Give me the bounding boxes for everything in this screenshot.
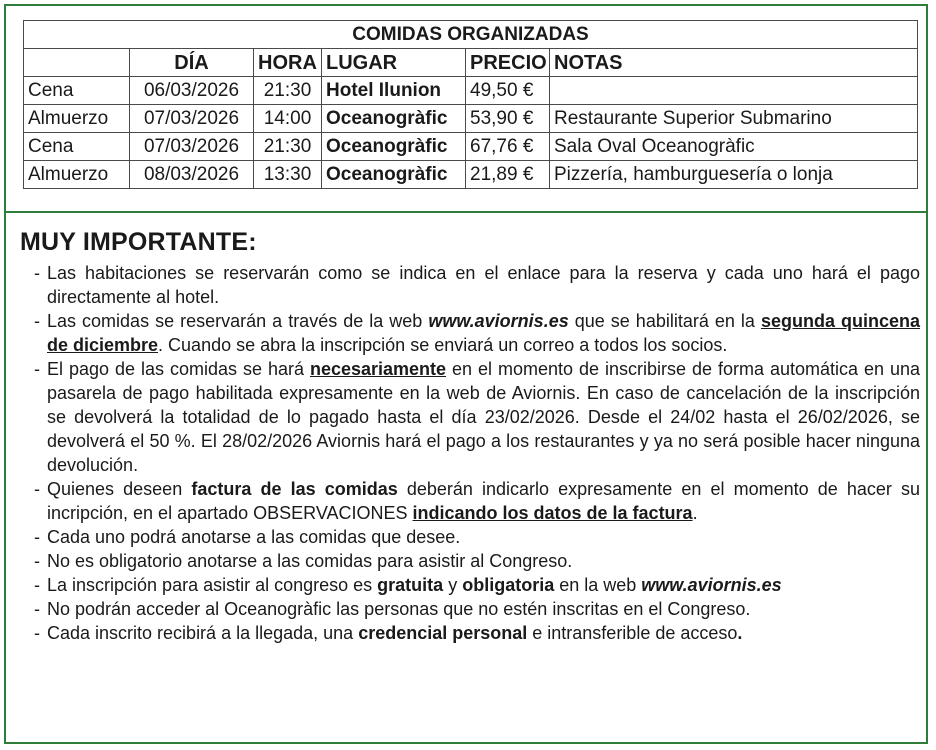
time-cell: 21:30 — [254, 133, 322, 161]
note-text: Quienes deseen — [47, 479, 192, 499]
note-dash: - — [34, 527, 40, 547]
table-row — [24, 133, 918, 161]
note-text: deberán indicarlo expresamente en el momento de hacer su incripción, en el apartado OBSERVACIONES — [47, 479, 920, 523]
header-empty — [24, 49, 130, 77]
note-text: Cada inscrito recibirá a la llegada, una — [47, 623, 359, 643]
price-cell: 53,90 € — [466, 105, 550, 133]
table-title-row — [24, 21, 918, 49]
note-text: Las habitaciones se reservarán como se indica en el enlace para la reserva y cada uno hará el pago directamente al hotel. — [47, 263, 920, 307]
meals-table — [23, 20, 918, 189]
table-header-row — [24, 49, 918, 77]
notes-cell: Sala Oval Oceanogràfic — [550, 133, 918, 161]
meal-cell: Almuerzo — [24, 105, 130, 133]
price-cell: 67,76 € — [466, 133, 550, 161]
header-price: PRECIO — [466, 49, 550, 77]
emphasis-bold: credencial personal — [358, 623, 528, 643]
emphasis-underline: necesariamente — [309, 359, 447, 379]
important-heading: MUY IMPORTANTE: — [20, 228, 257, 256]
notes-cell — [550, 77, 918, 105]
document-frame — [4, 4, 928, 744]
note-dash: - — [34, 551, 40, 571]
note-dash: - — [34, 263, 40, 283]
section-divider — [6, 211, 926, 213]
time-cell: 14:00 — [254, 105, 322, 133]
price-cell: 49,50 € — [466, 77, 550, 105]
note-dash: - — [34, 311, 40, 331]
note-text: . Cuando se abra la inscripción se enviará un correo a todos los socios. — [158, 335, 728, 355]
note-text: en la web — [554, 575, 642, 595]
meal-cell: Cena — [24, 133, 130, 161]
important-notes — [20, 228, 920, 645]
note-text: No es obligatorio anotarse a las comidas para asistir al Congreso. — [47, 551, 573, 571]
note-item — [20, 357, 920, 477]
note-text: La inscripción para asistir al congreso es — [47, 575, 378, 595]
day-cell: 07/03/2026 — [130, 133, 254, 161]
note-text: . — [692, 503, 698, 523]
header-time: HORA — [254, 49, 322, 77]
price-cell: 21,89 € — [466, 161, 550, 189]
note-dash: - — [34, 359, 40, 379]
note-text: No podrán acceder al Oceanogràfic las personas que no estén inscritas en el Congreso. — [47, 599, 751, 619]
table-title: COMIDAS ORGANIZADAS — [24, 21, 918, 49]
note-dash: - — [34, 575, 40, 595]
note-text: Cada uno podrá anotarse a las comidas que desee. — [47, 527, 461, 547]
note-dash: - — [34, 479, 40, 499]
note-text: que se habilitará en la — [568, 311, 761, 331]
place-cell: Hotel Ilunion — [322, 77, 466, 105]
website-text: www.aviornis.es — [641, 575, 782, 595]
note-dash: - — [34, 599, 40, 619]
note-item — [20, 621, 920, 645]
note-item — [20, 309, 920, 357]
note-item — [20, 573, 920, 597]
table-row — [24, 77, 918, 105]
note-text: El pago de las comidas se hará — [47, 359, 310, 379]
emphasis-bold: factura de las comidas — [191, 479, 398, 499]
emphasis-bold: obligatoria — [462, 575, 555, 595]
notes-cell: Restaurante Superior Submarino — [550, 105, 918, 133]
header-notes: NOTAS — [550, 49, 918, 77]
time-cell: 21:30 — [254, 77, 322, 105]
place-cell: Oceanogràfic — [322, 161, 466, 189]
day-cell: 08/03/2026 — [130, 161, 254, 189]
note-dash: - — [34, 623, 40, 643]
time-cell: 13:30 — [254, 161, 322, 189]
table-row — [24, 161, 918, 189]
emphasis-bold: gratuita — [377, 575, 444, 595]
note-item — [20, 525, 920, 549]
note-item — [20, 477, 920, 525]
header-day: DÍA — [130, 49, 254, 77]
note-text: Las comidas se reservarán a través de la web — [47, 311, 429, 331]
note-item — [20, 261, 920, 309]
note-item — [20, 597, 920, 621]
day-cell: 06/03/2026 — [130, 77, 254, 105]
emphasis-bold: . — [737, 623, 743, 643]
table-row — [24, 105, 918, 133]
note-text: e intransferible de acceso — [527, 623, 738, 643]
note-text: en el momento de inscribirse de forma automática en una pasarela de pago habilitada expresamente en la web de Aviornis. En caso de cancelación de la inscripción se devolverá la totalidad de lo pagado hasta el día 23/02/2026. Desde el 24/02 hasta el 26/02/2026, se devolverá el 50 %. El 28/02/2026 Aviornis hará el pago a los restaurantes y ya no será posible hacer ninguna devolución. — [47, 359, 920, 475]
day-cell: 07/03/2026 — [130, 105, 254, 133]
header-place: LUGAR — [322, 49, 466, 77]
meal-cell: Cena — [24, 77, 130, 105]
place-cell: Oceanogràfic — [322, 105, 466, 133]
meal-cell: Almuerzo — [24, 161, 130, 189]
note-text: y — [443, 575, 463, 595]
place-cell: Oceanogràfic — [322, 133, 466, 161]
website-text: www.aviornis.es — [428, 311, 569, 331]
note-item — [20, 549, 920, 573]
emphasis-underline: indicando los datos de la factura — [412, 503, 693, 523]
emphasis-underline: segunda quincena de diciembre — [47, 311, 920, 355]
notes-cell: Pizzería, hamburguesería o lonja — [550, 161, 918, 189]
